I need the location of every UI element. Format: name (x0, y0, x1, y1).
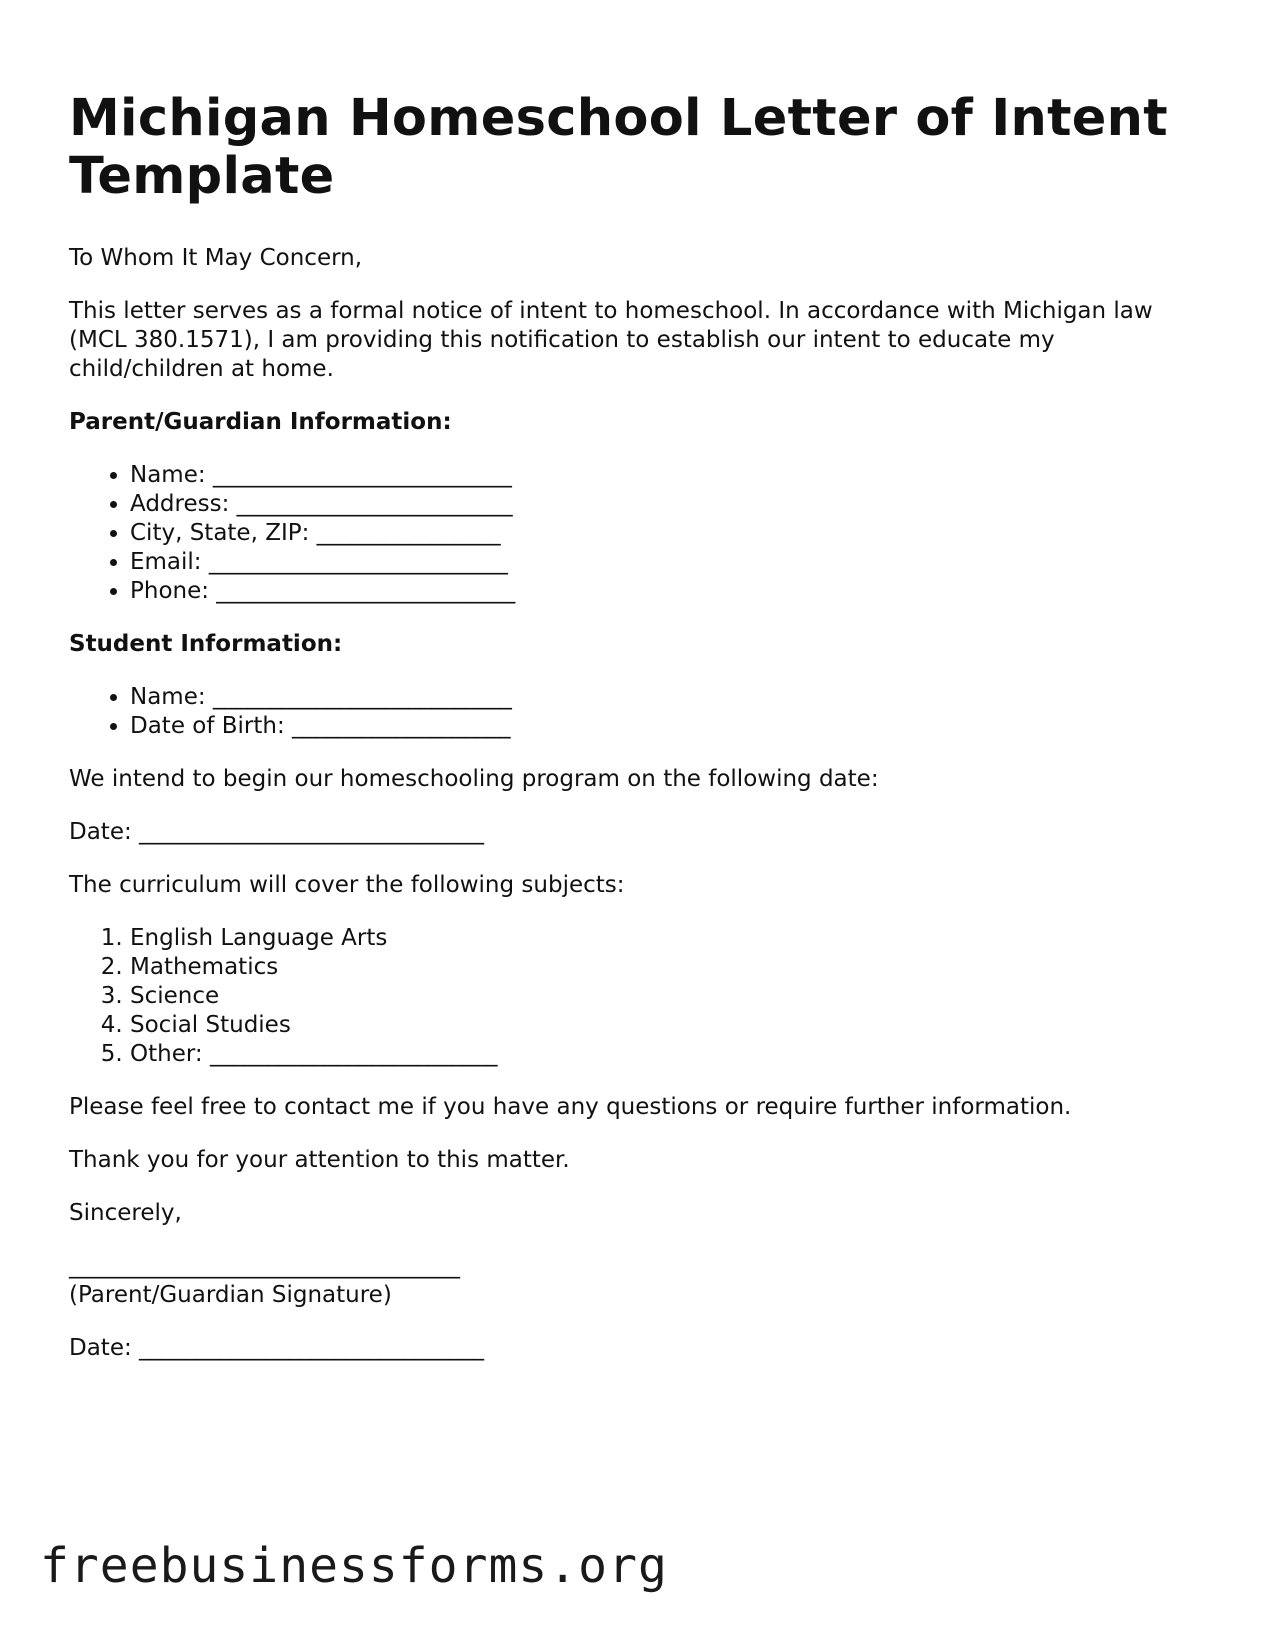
parent-address-field: • Address: ________________________ (130, 490, 1199, 519)
begin-date-field: Date: ______________________________ (69, 819, 485, 845)
begin-statement: We intend to begin our homeschooling program on the following date: (69, 766, 879, 792)
subjects-list (69, 924, 1199, 1069)
curriculum-statement: The curriculum will cover the following subjects: (69, 872, 625, 898)
student-dob-field: • Date of Birth: ___________________ (130, 712, 1199, 741)
subject-item: 1. English Language Arts (130, 924, 1199, 953)
parent-phone-field: • Phone: __________________________ (130, 577, 1199, 606)
intro-paragraph: This letter serves as a formal notice of intent to homeschool. In accordance with Michigan law (MCL 380.1571), I am providing this notification to establish our intent to educate my child/children at home. (69, 298, 1153, 382)
contact-statement: Please feel free to contact me if you have any questions or require further information. (69, 1094, 1072, 1120)
student-info-list (69, 683, 1199, 741)
thanks-statement: Thank you for your attention to this matter. (69, 1147, 570, 1173)
signature-date-field: Date: ______________________________ (69, 1335, 485, 1361)
signature-line: __________________________________ (69, 1253, 460, 1279)
watermark: freebusinessforms.org (40, 1538, 668, 1594)
greeting: To Whom It May Concern, (69, 245, 363, 271)
student-name-field: • Name: __________________________ (130, 683, 1199, 712)
student-section-heading: Student Information: (69, 631, 343, 657)
subject-item: 3. Science (130, 982, 1199, 1011)
parent-email-field: • Email: __________________________ (130, 548, 1199, 577)
parent-name-field: • Name: __________________________ (130, 461, 1199, 490)
letter-page (69, 90, 1199, 1363)
parent-section-heading: Parent/Guardian Information: (69, 409, 452, 435)
parent-city-state-zip-field: • City, State, ZIP: ________________ (130, 519, 1199, 548)
closing: Sincerely, (69, 1200, 182, 1226)
signature-caption: (Parent/Guardian Signature) (69, 1282, 392, 1308)
subject-item-other: 5. Other: _________________________ (130, 1040, 1199, 1069)
parent-info-list (69, 461, 1199, 606)
subject-item: 2. Mathematics (130, 953, 1199, 982)
subject-item: 4. Social Studies (130, 1011, 1199, 1040)
document-title: Michigan Homeschool Letter of Intent Template (69, 89, 1168, 206)
